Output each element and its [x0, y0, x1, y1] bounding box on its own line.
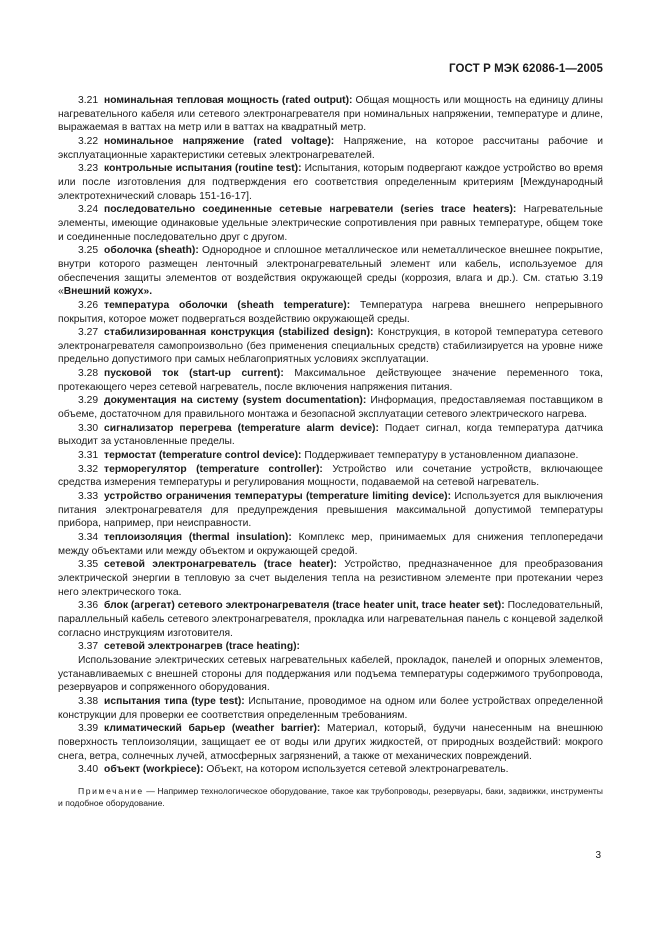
definition-entry	[58, 299, 603, 326]
entry-definition: Нагревательные элементы, имеющие одинаковые удельные электрические сопротивления при равных температуре, общем токе и соединенные последовательно друг с другом.	[58, 204, 603, 243]
definition-entry	[58, 162, 603, 203]
entry-term: документация на систему (system documentation):	[104, 395, 367, 407]
definition-entry	[58, 367, 603, 394]
entry-term: стабилизированная конструкция (stabilized design):	[104, 327, 374, 339]
note-paragraph	[58, 785, 603, 809]
entry-number: 3.23	[78, 163, 99, 175]
entry-term: объект (workpiece):	[104, 764, 204, 776]
entry-definition: Объект, на котором используется сетевой электронагреватель.	[206, 764, 509, 776]
entry-definition: Испытание, проводимое на одном или более устройствах определенной конструкции для проверки ее соответствия определенным требованиям.	[58, 695, 603, 721]
entry-definition: Подает сигнал, когда температура датчика выходит за установленные пределы.	[58, 422, 603, 448]
definition-entry	[58, 599, 603, 640]
entry-number: 3.39	[78, 723, 99, 735]
entry-number: 3.24	[78, 204, 99, 216]
entry-number: 3.32	[78, 463, 99, 475]
entry-term: пусковой ток (start-up current):	[104, 368, 284, 380]
page-number: 3	[595, 850, 601, 861]
definition-entry	[58, 244, 603, 299]
entry-number: 3.37	[78, 641, 99, 653]
entry-term: номинальное напряжение (rated voltage):	[104, 135, 335, 147]
entry-definition: Информация, предоставляемая поставщиком в объеме, достаточном для правильного монтажа и безопасной эксплуатации сетевого электрического нагрева.	[58, 395, 603, 421]
entry-term: номинальная тепловая мощность (rated output):	[104, 95, 353, 106]
definition-entry	[58, 490, 603, 531]
definition-entry	[58, 695, 603, 722]
entry-number: 3.35	[78, 559, 99, 571]
definition-entry	[58, 654, 603, 695]
entry-definition: Использование электрических сетевых нагревательных кабелей, прокладок, панелей и опорных элементов, устанавливаемых с внешней стороны для поддержания или подъема температуры содержимого трубопровода, резервуаров и сопряженного оборудования.	[58, 654, 603, 694]
note-label: Примечание	[78, 785, 144, 796]
entry-number: 3.30	[78, 422, 99, 434]
definition-entry	[58, 463, 603, 490]
entry-number: 3.36	[78, 600, 99, 612]
entry-definition: Однородное и сплошное металлическое или неметаллическое внешнее покрытие, внутри которого размещен ленточный электронагревательный элемент или кабель, используемое для обеспечения защиты элементов от воздействия окружающей среды (коррозия, влага и др.). См. статью 3.19 «	[58, 245, 603, 298]
definition-entry	[58, 394, 603, 421]
entry-definition: Последовательный, параллельный кабель сетевого электронагревателя, прокладка или нагревательная панель с концевой заделкой согласно инструкциям изготовителя.	[58, 600, 603, 639]
definition-entry	[58, 558, 603, 599]
entry-term: блок (агрегат) сетевого электронагревателя (trace heater unit, trace heater set):	[104, 600, 505, 612]
entry-term: испытания типа (type test):	[104, 695, 245, 707]
entry-term: температура оболочки (sheath temperature):	[104, 299, 351, 311]
entry-definition: Поддерживает температуру в установленном диапазоне.	[304, 450, 579, 462]
definition-entry	[58, 94, 603, 135]
entry-number: 3.38	[78, 695, 99, 707]
definition-entry	[58, 640, 603, 654]
entry-number: 3.40	[78, 764, 99, 776]
entry-term: контрольные испытания (routine test):	[104, 163, 302, 175]
entry-definition: Общая мощность или мощность на единицу длины нагревательного кабеля или сетевого электронагревателя при номинальных напряжении, температуре и длине, выражаемая в ваттах на метр или в ваттах на квадратный метр.	[58, 95, 603, 134]
definition-entry	[58, 422, 603, 449]
entry-number: 3.26	[78, 299, 99, 311]
entry-number: 3.22	[78, 135, 99, 147]
entry-definition: Комплекс мер, принимаемых для снижения теплопередачи между объектами или между объектом и окружающей средой.	[58, 532, 603, 557]
entry-term: теплоизоляция (thermal insulation):	[104, 532, 292, 543]
entry-term: термостат (temperature control device):	[104, 450, 302, 462]
entry-term: сигнализатор перегрева (temperature alarm device):	[104, 422, 379, 434]
entry-number: 3.31	[78, 450, 99, 462]
entry-number: 3.28	[78, 368, 99, 380]
entry-term: оболочка (sheath):	[104, 245, 199, 257]
entry-number: 3.29	[78, 395, 99, 407]
entry-number: 3.25	[78, 245, 99, 257]
entry-term: устройство ограничения температуры (temperature limiting device):	[104, 491, 452, 503]
document-body	[58, 94, 603, 809]
entry-term: климатический барьер (weather barrier):	[104, 723, 321, 735]
entry-number: 3.21	[78, 95, 99, 106]
standard-header: ГОСТ Р МЭК 62086-1—2005	[449, 63, 603, 75]
note-text: — Например технологическое оборудование, такое как трубопроводы, резервуары, баки, задвижки, инструменты и подобное оборудование.	[58, 785, 603, 808]
entry-term: сетевой электронагрев (trace heating):	[104, 641, 300, 653]
definition-entry	[58, 722, 603, 763]
entry-term: последовательно соединенные сетевые нагреватели (series trace heaters):	[104, 204, 517, 216]
definition-entry	[58, 203, 603, 244]
definition-entry	[58, 449, 603, 463]
entry-definition: Максимальное действующее значение переменного тока, протекающего через сетевой нагреватель, после включения напряжения питания.	[58, 368, 603, 393]
entry-number: 3.34	[78, 532, 99, 543]
entry-number: 3.33	[78, 491, 99, 503]
entry-definition: Материал, который, будучи нанесенным на внешнюю поверхность теплоизоляции, защищает ее от воды или других жидкостей, от природных воздействий: мокрого снега, ветра, солнечных лучей, атмосферных загрязнений, а также от механических повреждений.	[58, 723, 603, 762]
definition-entry	[58, 531, 603, 558]
definition-entry	[58, 135, 603, 162]
entry-reference: Внешний кожух».	[63, 286, 153, 298]
definitions-list	[58, 94, 603, 777]
entry-definition: Устройство или сочетание устройств, включающее средства измерения температуры и регулирования мощности, подаваемой на сетевой нагреватель.	[58, 463, 603, 489]
entry-definition: Температура нагрева внешнего непрерывного покрытия, которое может подвергаться воздействию окружающей среды.	[58, 299, 603, 325]
entry-definition: Напряжение, на которое рассчитаны рабочие и эксплуатационные характеристики сетевых электронагревателей.	[58, 135, 603, 161]
entry-definition: Испытания, которым подвергают каждое устройство во время или после изготовления для подтверждения его соответствия определенным критериям [Международный электротехнический словарь 151-16-17].	[58, 163, 603, 202]
entry-number: 3.27	[78, 327, 99, 339]
entry-definition: Используется для выключения питания электронагревателя для предупреждения превышения максимальной допустимой температуры прибора, например, при неисправности.	[58, 491, 603, 530]
definition-entry	[58, 326, 603, 367]
entry-definition: Конструкция, в которой температура сетевого электронагревателя самопроизвольно (без применения специальных средств) стабилизируется на уровне ниже предельно допустимого при самых неблагоприятных условиях эксплуатации.	[58, 327, 603, 366]
entry-definition: Устройство, предназначенное для преобразования электрической энергии в тепловую за счет выделения тепла на резистивном элементе при протекании через него электрического тока.	[58, 559, 603, 598]
definition-entry	[58, 763, 603, 777]
entry-term: сетевой электронагреватель (trace heater):	[104, 559, 337, 571]
entry-term: терморегулятор (temperature controller):	[104, 463, 323, 475]
